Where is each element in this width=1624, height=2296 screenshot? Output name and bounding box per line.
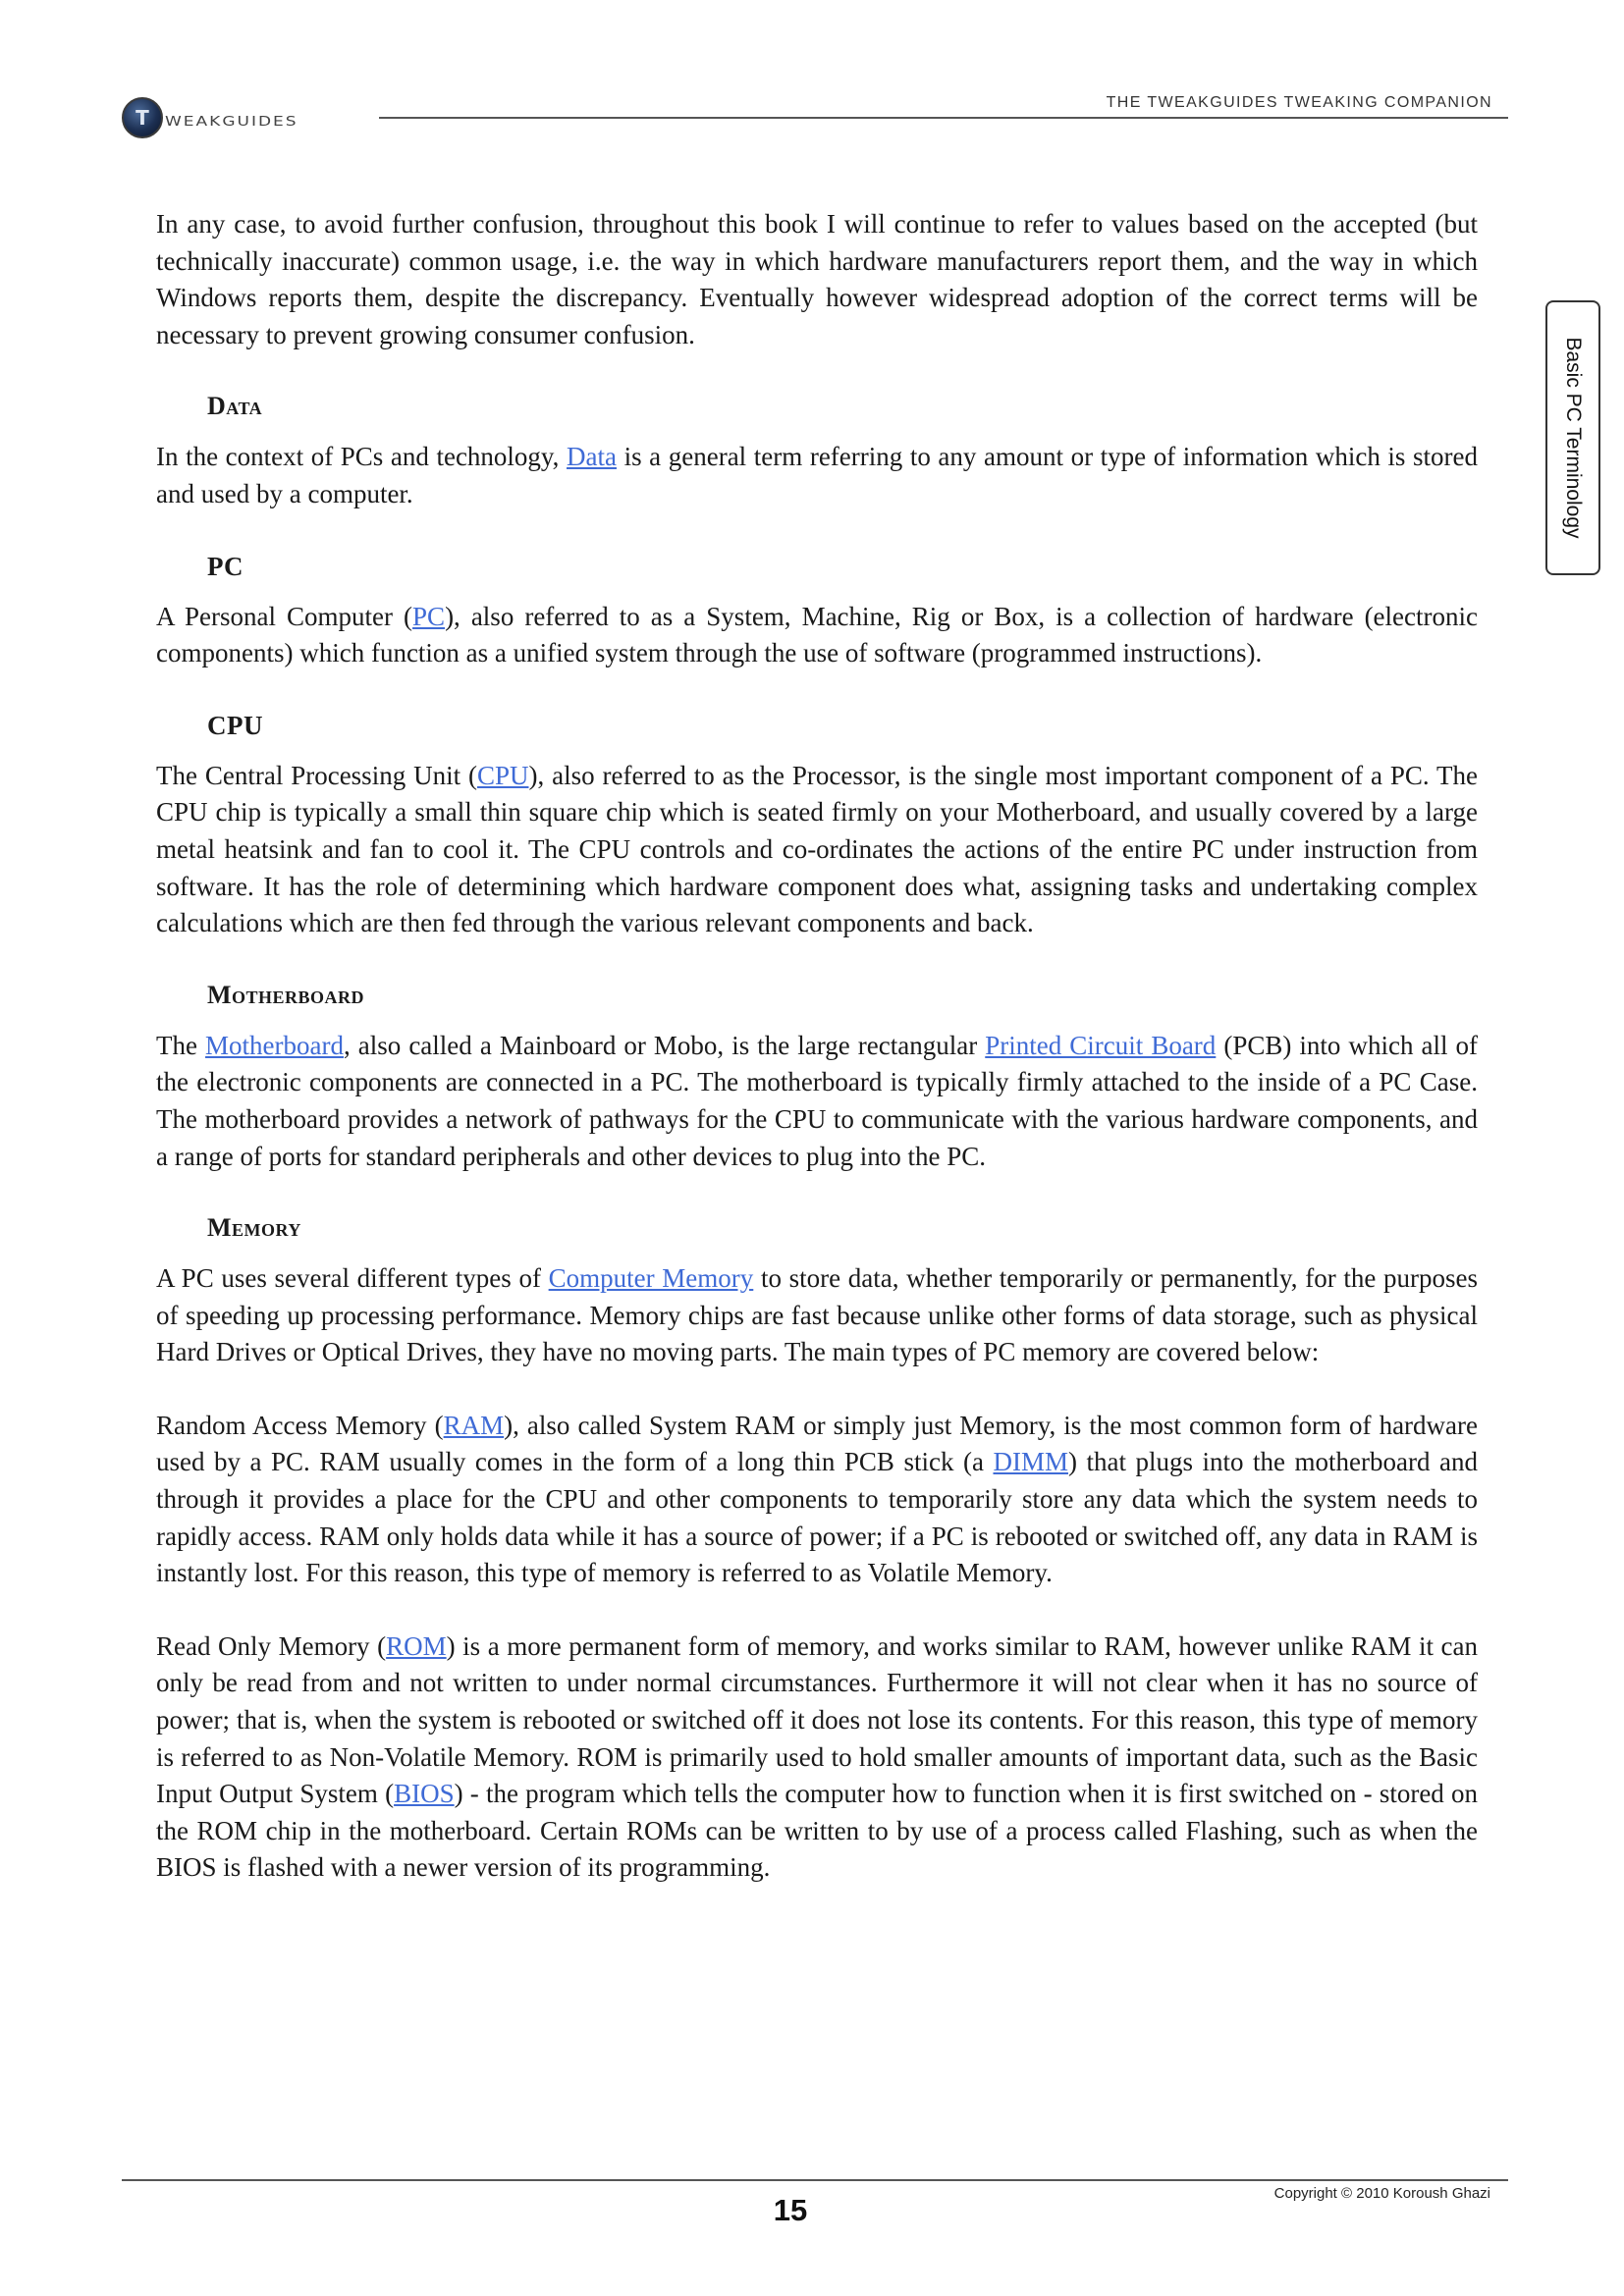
data-paragraph [156, 439, 1478, 512]
text: In the context of PCs and technology, [156, 442, 568, 472]
text: ) is a more permanent form of memory, and works similar to RAM, however unlike RAM it can only be read from and not written to under normal circumstances. Furthermore it will not clear when it has no source of power; that is, when the system is rebooted or switched off it does not lose its contents. For this reason, this type of memory is referred to as Non-Volatile Memory. ROM is primarily used to hold smaller amounts of important data, such as the Basic Input Output System ( [156, 1630, 1478, 1809]
heading-cpu: CPU [207, 710, 263, 740]
text: ), also called System RAM or simply just Memory, is the most common form of hardware used by a PC. RAM usually comes in the form of a long thin PCB stick (a [156, 1410, 1478, 1477]
text: (PCB) into which all of the electronic components are connected in a PC. The motherboard is typically firmly attached to the inside of a PC Case. The motherboard provides a network of pathways for the CPU to communicate with the various hardware components, and a range of ports for standard peripherals and other devices to plug into the PC. [156, 1030, 1479, 1171]
text: , also called a Mainboard or Mobo, is the large rectangular [344, 1030, 986, 1060]
link-ram[interactable]: RAM [443, 1410, 505, 1440]
link-data[interactable]: Data [567, 442, 617, 472]
heading-motherboard: Motherboard [207, 980, 365, 1009]
footer-rule [122, 2179, 1508, 2181]
copyright-notice: Copyright © 2010 Koroush Ghazi [1273, 2185, 1490, 2202]
link-printed-circuit-board[interactable]: Printed Circuit Board [985, 1030, 1217, 1060]
pc-paragraph [156, 599, 1478, 672]
text: Read Only Memory ( [156, 1630, 387, 1661]
header-rule [379, 117, 1508, 119]
memory-paragraph [156, 1260, 1478, 1371]
link-cpu[interactable]: CPU [476, 760, 529, 790]
text: A PC uses several different types of [156, 1263, 549, 1294]
text: ) - the program which tells the computer how to function when it is first switched on - stored on the ROM chip in the motherboard. Certain ROMs can be written to by use of a process called Flashing, such as when the BIOS is flashed with a newer version of its programming. [156, 1779, 1479, 1883]
section-side-tab [1545, 300, 1600, 575]
logo-letter: T [135, 106, 149, 130]
tweakguides-logo [122, 96, 298, 139]
text: ) that plugs into the motherboard and through it provides a place for the CPU and other components to temporarily store any data which the system needs to rapidly access. RAM only holds data while it has a source of power; if a PC is rebooted or switched off, any data in RAM is instantly lost. For this reason, this type of memory is referred to as Volatile Memory. [156, 1447, 1478, 1588]
ram-paragraph [156, 1408, 1478, 1592]
link-computer-memory[interactable]: Computer Memory [548, 1263, 754, 1294]
page-header [122, 94, 1508, 141]
text: ), also referred to as a System, Machine, Rig or Box, is a collection of hardware (electronic components) which function as a unified system through the use of software (programmed instructions). [156, 601, 1478, 668]
header-title: THE TWEAKGUIDES TWEAKING COMPANION [1106, 94, 1492, 111]
link-dimm[interactable]: DIMM [993, 1447, 1068, 1477]
text: The Central Processing Unit ( [156, 760, 477, 790]
text: The [156, 1030, 206, 1060]
text: ), also referred to as the Processor, is the single most important component of a PC. The CPU chip is typically a small thin square chip which is seated firmly on your Motherboard, and usually covered by a large metal heatsink and fan to cool it. The CPU controls and co-ordinates the actions of the entire PC under instruction from software. It has the role of determining which hardware component does what, assigning tasks and undertaking complex calculations which are then fed through the various relevant components and back. [156, 760, 1479, 938]
link-bios[interactable]: BIOS [394, 1779, 455, 1809]
link-pc[interactable]: PC [412, 601, 446, 631]
text: to store data, whether temporarily or permanently, for the purposes of speeding up processing performance. Memory chips are fast because unlike other forms of data storage, such as physical Hard Drives or Optical Drives, they have no moving parts. The main types of PC memory are covered below: [156, 1263, 1478, 1367]
link-motherboard[interactable]: Motherboard [205, 1030, 344, 1060]
logo-globe-icon [122, 97, 163, 138]
text: Random Access Memory ( [156, 1410, 444, 1440]
motherboard-paragraph [156, 1028, 1478, 1175]
page-content [156, 206, 1478, 1923]
page-number: 15 [773, 2193, 808, 2227]
heading-memory: Memory [207, 1213, 301, 1243]
rom-paragraph [156, 1629, 1478, 1887]
cpu-paragraph [156, 758, 1478, 942]
intro-paragraph: In any case, to avoid further confusion, throughout this book I will continue to refer to values based on the accepted (but technically inaccurate) common usage, i.e. the way in which hardware manufacturers report them, and the way in which Windows reports them, despite the discrepancy. Eventually however widespread adoption of the correct terms will be necessary to prevent growing consumer confusion. [156, 209, 1478, 349]
text: A Personal Computer ( [156, 601, 413, 631]
link-rom[interactable]: ROM [386, 1630, 447, 1661]
logo-text: WEAKGUIDES [165, 114, 298, 130]
heading-data: Data [207, 392, 263, 421]
heading-pc: PC [207, 551, 244, 581]
side-tab-label: Basic PC Terminology [1562, 337, 1585, 539]
text: is a general term referring to any amount or type of information which is stored and used by a computer. [156, 442, 1478, 508]
